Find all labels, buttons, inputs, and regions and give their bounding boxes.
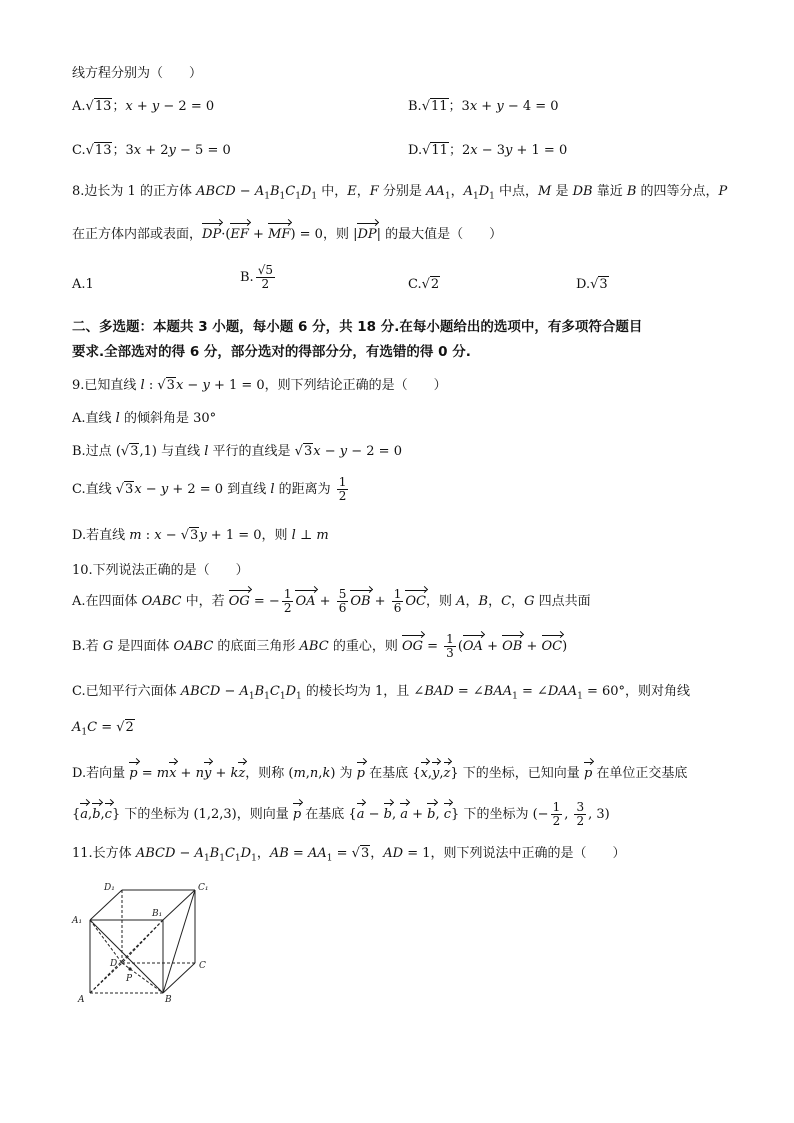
q9-option-d[interactable]: D.若直线 m : x − √3y + 1 = 0，则 l ⊥ m bbox=[72, 528, 329, 543]
q8-option-b[interactable]: B. $\frac{√5}{2}$ bbox=[240, 263, 273, 291]
q9-option-c[interactable]: C.直线 √3x − y + 2 = 0 到直线 l 的距离为 $\frac{1}{2}$ bbox=[72, 475, 347, 503]
q7-option-d[interactable]: D.√11；2x − 3y + 1 = 0 bbox=[408, 143, 568, 158]
q7-continuation: 线方程分别为（ ） bbox=[72, 66, 203, 81]
label-d1: D₁ bbox=[104, 883, 115, 893]
q10-stem: 10.下列说法正确的是（ ） bbox=[72, 563, 249, 578]
diag-b1d bbox=[122, 920, 163, 963]
q7-option-b[interactable]: B.√11；3x + y − 4 = 0 bbox=[408, 99, 559, 114]
q9-option-b[interactable]: B.过点 (√3,1) 与直线 l 平行的直线是 √3x − y − 2 = 0 bbox=[72, 444, 402, 459]
point-p bbox=[128, 967, 131, 970]
q11-stem: 11.长方体 ABCD − $A_1B_1C_1D_1$，AB = $AA_1 = √3$，AD = 1，则下列说法中正确的是（ ） bbox=[72, 846, 626, 864]
q10-option-d-line2: {a,b,c} 下的坐标为 (1,2,3)，则向量 p 在基底 {a − b, a + b, c} 下的坐标为 (− $\frac{1}{2}$ , $\frac{3}{2}$ , 3) bbox=[72, 800, 610, 828]
label-p: P bbox=[126, 974, 133, 984]
label-b: B bbox=[165, 995, 172, 1005]
q7-option-a[interactable]: A.√13；x + y − 2 = 0 bbox=[72, 99, 215, 114]
q9-option-a[interactable]: A.直线 l 的倾斜角是 30° bbox=[72, 411, 217, 426]
q8-stem-line2: 在正方体内部或表面，DP·(EF + MF) = 0，则 |DP| 的最大值是（ ） bbox=[72, 227, 503, 242]
q7-option-c[interactable]: C.√13；3x + 2y − 5 = 0 bbox=[72, 143, 231, 158]
label-c: C bbox=[199, 961, 206, 971]
section2-heading-line2: 要求.全部选对的得 6 分，部分选对的得部分分，有选错的得 0 分. bbox=[72, 344, 471, 360]
edge-a1d1 bbox=[90, 890, 122, 920]
q10-option-d-line1[interactable]: D.若向量 p = mx + ny + kz，则称 (m,n,k) 为 p 在基底 {x,y,z} 下的坐标，已知向量 p 在单位正交基底 bbox=[72, 766, 688, 781]
label-d: D bbox=[110, 959, 118, 969]
diag-a1d bbox=[90, 920, 122, 963]
cuboid-figure bbox=[70, 880, 220, 1015]
q10-option-a[interactable]: A.在四面体 OABC 中，若 OG = − $\frac{1}{2}$ OA + $\frac{5}{6}$ OB + $\frac{1}{6}$ OC，则 A，B，C，G 四点共面 bbox=[72, 587, 591, 615]
q8-option-a[interactable]: A.1 bbox=[72, 277, 94, 292]
label-a1: A₁ bbox=[72, 916, 83, 926]
q8-option-d[interactable]: D.√3 bbox=[576, 277, 608, 292]
section2-heading-line1: 二、多选题：本题共 3 小题，每小题 6 分，共 18 分.在每小题给出的选项中，有多项符合题目 bbox=[72, 319, 643, 335]
q8-stem-line1: 8.边长为 1 的正方体 ABCD − $A_1B_1C_1D_1$ 中，E，F 分别是 $AA_1$，$A_1D_1$ 中点，M 是 DB 靠近 B 的四等分点，P bbox=[72, 184, 728, 202]
q10-option-b[interactable]: B.若 G 是四面体 OABC 的底面三角形 ABC 的重心，则 OG = $\frac{1}{3}$ (OA + OB + OC) bbox=[72, 632, 568, 660]
q9-stem: 9.已知直线 l : √3x − y + 1 = 0，则下列结论正确的是（ ） bbox=[72, 378, 447, 393]
q8-option-c[interactable]: C.√2 bbox=[408, 277, 440, 292]
q10-option-c-line1[interactable]: C.已知平行六面体 ABCD − $A_1B_1C_1D_1$ 的棱长均为 1，且 ∠BAD = $\angle BAA_1$ = $\angle DAA_1 = 60^\circ$，则对角线 bbox=[72, 684, 691, 702]
label-b1: B₁ bbox=[152, 909, 163, 919]
q10-option-c-line2: $A_1C = √2$ bbox=[72, 720, 134, 738]
label-a: A bbox=[78, 995, 85, 1005]
label-c1: C₁ bbox=[198, 883, 209, 893]
